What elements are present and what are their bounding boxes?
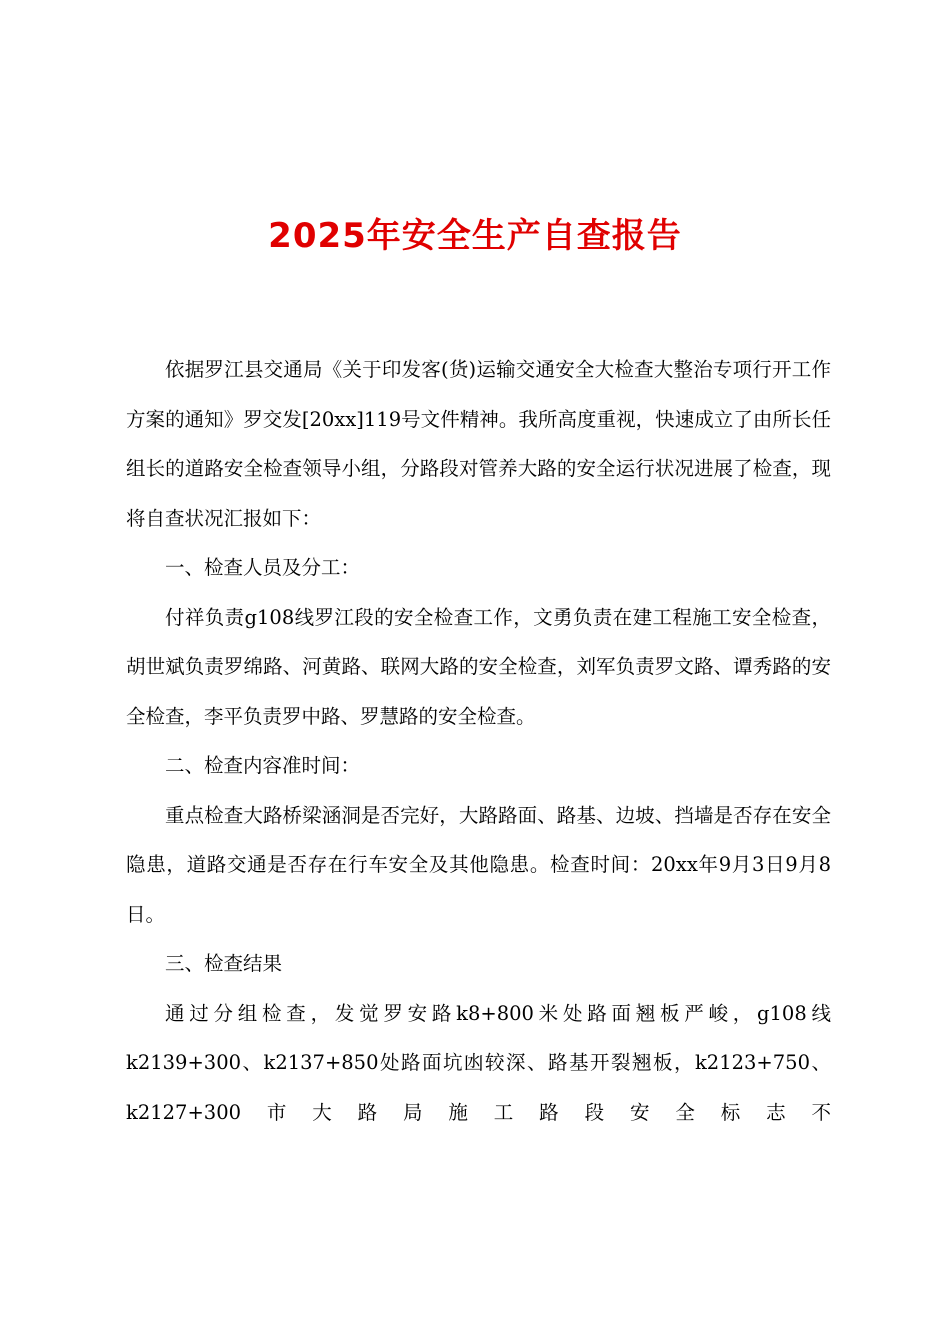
document-body — [126, 345, 831, 1137]
paragraph-section-2: 重点检查大路桥梁涵洞是否完好，大路路面、路基、边坡、挡墙是否存在安全隐患，道路交通是否存在行车安全及其他隐患。检查时间：20xx年9月3日9月8日。 — [126, 803, 831, 926]
document-title: 2025年安全生产自查报告 — [268, 216, 682, 256]
heading-section-3: 三、检查结果 — [165, 952, 283, 975]
paragraph-section-3: 通过分组检查，发觉罗安路k8+800米处路面翘板严峻，g108线k2139+300、k2137+850处路面坑凼较深、路基开裂翘板，k2123+750、k2127+300市大路局施工路段安全标志不 — [126, 1001, 831, 1124]
paragraph-section-1: 付祥负责g108线罗江段的安全检查工作，文勇负责在建工程施工安全检查，胡世斌负责罗绵路、河黄路、联网大路的安全检查，刘军负责罗文路、谭秀路的安全检查，李平负责罗中路、罗慧路的安全检查。 — [126, 605, 831, 728]
paragraph-intro: 依据罗江县交通局《关于印发客(货)运输交通安全大检查大整治专项行开工作方案的通知》罗交发[20xx]119号文件精神。我所高度重视，快速成立了由所长任组长的道路安全检查领导小组，分路段对管养大路的安全运行状况进展了检查，现将自查状况汇报如下： — [126, 358, 831, 530]
heading-section-1: 一、检查人员及分工： — [165, 556, 361, 579]
heading-section-2: 二、检查内容准时间： — [165, 754, 361, 777]
